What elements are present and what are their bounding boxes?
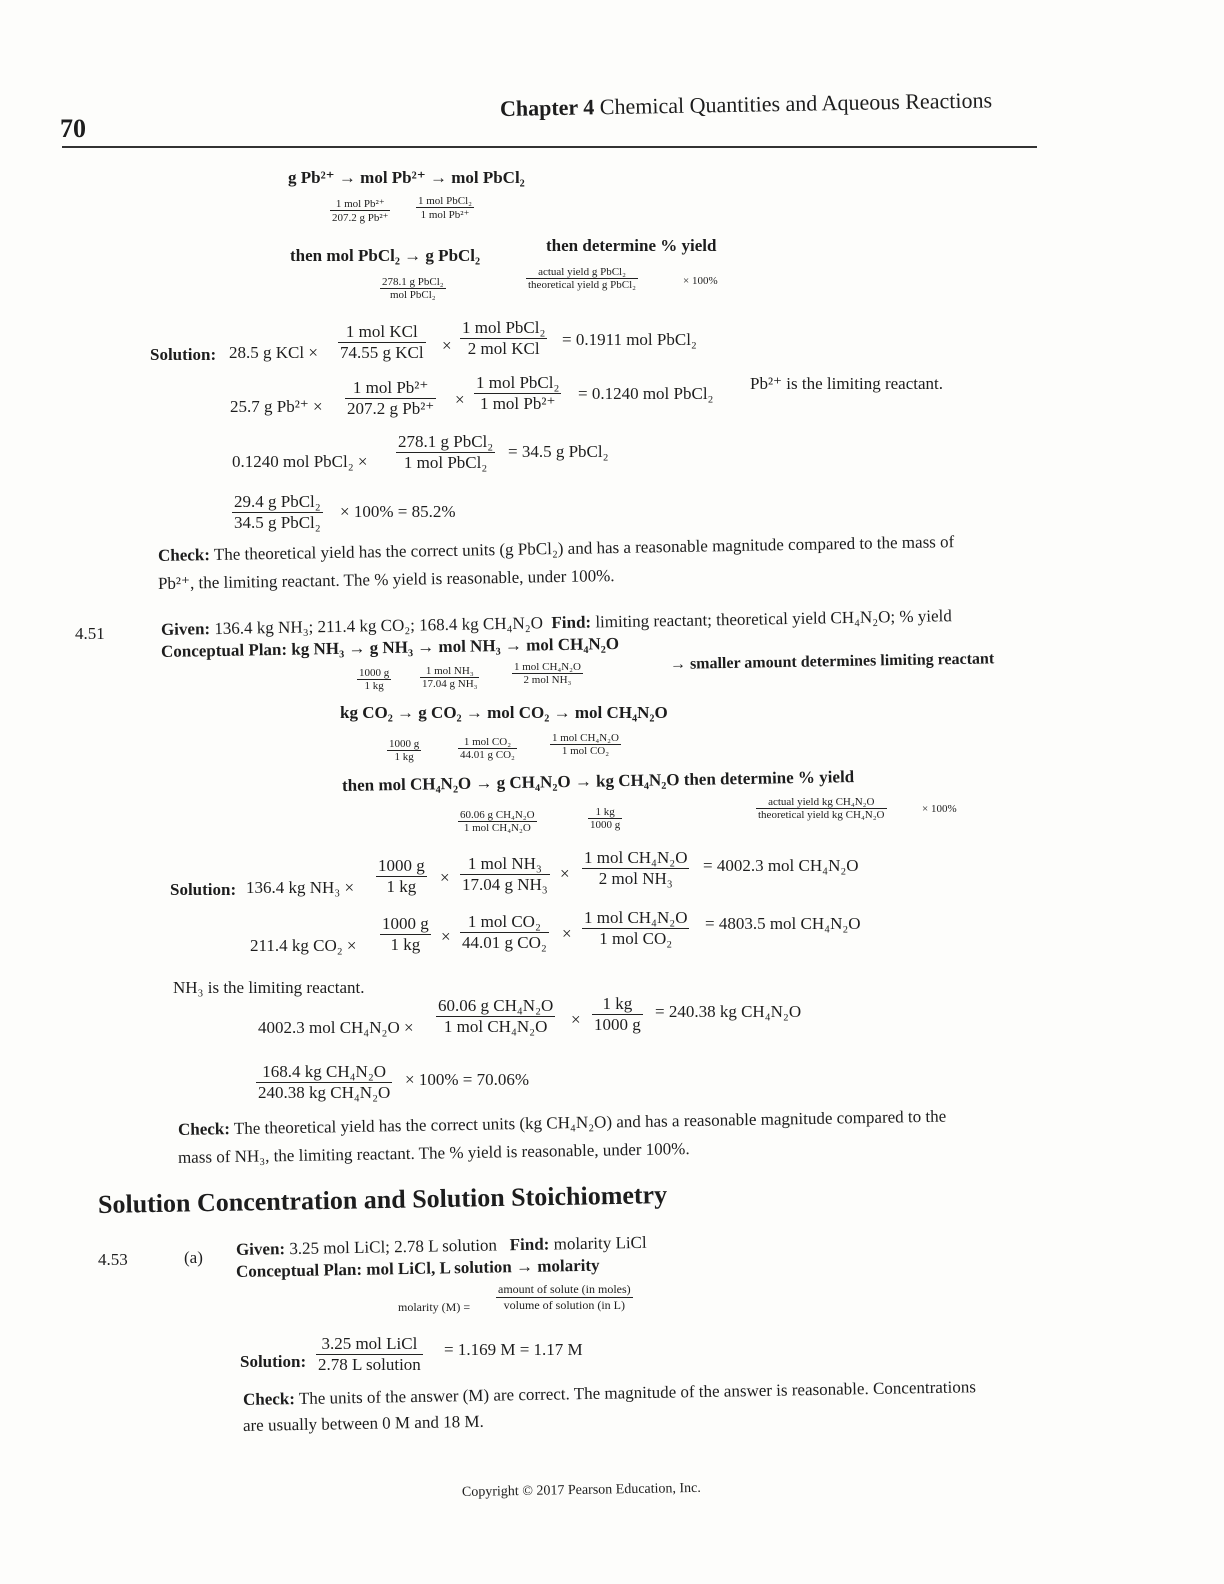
frac-den: theoretical yield g PbCl₂: [528, 279, 637, 291]
frac-den: 2 mol NH₃: [523, 674, 572, 686]
frac-num: amount of solute (in moles): [498, 1282, 631, 1296]
times: ×: [440, 868, 450, 887]
check-text: The theoretical yield has the correct units (g PbCl₂) and has a reasonable magnitude compared to the mass of: [213, 532, 955, 565]
s1-result: = 0.1911 mol PbCl₂: [562, 330, 697, 349]
solution-result: = 1.169 M = 1.17 M: [444, 1340, 583, 1359]
plan-line-b: then mol PbCl₂ → g PbCl₂: [290, 246, 481, 265]
percent-factor: × 100%: [683, 275, 718, 287]
frac-num: 1 mol PbCl₂: [462, 318, 546, 337]
s2-frac-c: [582, 908, 689, 949]
check-line-1: [158, 532, 955, 566]
frac-2: [416, 195, 474, 221]
plan3-frac-1: [458, 809, 537, 834]
molarity-frac: [496, 1282, 633, 1313]
smaller-note: → smaller amount determines limiting reactant: [669, 650, 995, 673]
plan-line: [236, 1256, 600, 1282]
plan1-frac-3: [512, 661, 583, 686]
times: ×: [442, 336, 452, 355]
frac-num: 278.1 g PbCl₂: [398, 432, 494, 451]
plan3-frac-2: [588, 806, 622, 831]
s1-lead: 136.4 kg NH₃ ×: [246, 878, 355, 897]
s1-frac-a: [376, 856, 427, 897]
s4-result: × 100% = 70.06%: [405, 1070, 529, 1089]
header-rule: [62, 146, 1037, 148]
frac-num: 1 mol Pb²⁺: [330, 197, 390, 211]
plan3-frac-3: [756, 796, 887, 821]
frac-num: 1 mol CH₄N₂O: [584, 908, 688, 927]
s1-frac-b: [460, 318, 547, 359]
chapter-label: Chapter 4: [499, 94, 595, 121]
frac-num: 29.4 g PbCl₂: [234, 492, 321, 511]
frac-den: theoretical yield kg CH₄N₂O: [758, 809, 885, 821]
solution-frac: [316, 1334, 423, 1375]
solution-label: Solution:: [150, 345, 217, 364]
s2-frac-b: [474, 373, 561, 414]
frac-den: 207.2 g Pb²⁺: [347, 399, 435, 418]
frac-den: 74.55 g KCl: [340, 343, 424, 362]
frac-num: 1 mol CH₄N₂O: [584, 848, 688, 867]
s1-frac-a: [338, 322, 426, 363]
times: ×: [441, 927, 451, 946]
check-line-1: [243, 1377, 976, 1410]
page-number: 70: [60, 114, 86, 143]
times: ×: [562, 924, 572, 943]
solution-label: Solution:: [240, 1352, 307, 1371]
plan-label: Conceptual Plan:: [235, 1259, 363, 1281]
frac-num: 1000 g: [382, 914, 429, 933]
given-label: Given:: [160, 619, 211, 639]
check-text: The units of the answer (M) are correct. The magnitude of the answer is reasonable. Concentrations: [298, 1377, 977, 1409]
copyright-footer: Copyright © 2017 Pearson Education, Inc.: [461, 1480, 701, 1500]
find-text: limiting reactant; theoretical yield CH₄N₂O; % yield: [595, 606, 952, 632]
s4-frac: [256, 1062, 392, 1103]
frac-num: 168.4 kg CH₄N₂O: [256, 1062, 392, 1083]
s3-frac-a: [436, 996, 555, 1037]
frac-num: 1000 g: [359, 667, 390, 679]
s3-frac: [396, 432, 495, 473]
frac-num: 1000 g: [389, 738, 420, 750]
check-label: Check:: [242, 1389, 296, 1409]
plan-label: Conceptual Plan:: [160, 639, 288, 661]
check-text: The theoretical yield has the correct units (kg CH₄N₂O) and has a reasonable magnitude compared to the: [233, 1106, 947, 1139]
frac-num: 1 mol PbCl₂: [418, 195, 472, 207]
plan-line-3: then mol CH₄N₂O → g CH₄N₂O → kg CH₄N₂O then determine % yield: [341, 767, 855, 795]
find-label: Find:: [509, 1234, 550, 1255]
frac-num: 1 kg: [588, 806, 622, 819]
chapter-header: [500, 87, 992, 122]
frac-den: volume of solution (in L): [503, 1298, 625, 1312]
plan-line-2: kg CO₂ → g CO₂ → mol CO₂ → mol CH₄N₂O: [340, 703, 668, 722]
check-line-1: [178, 1107, 947, 1140]
frac-3: [380, 276, 446, 301]
check-label: Check:: [177, 1119, 231, 1139]
s2-lead: 25.7 g Pb²⁺ ×: [230, 397, 323, 416]
frac-num: 1 mol PbCl₂: [476, 373, 560, 392]
problem-number: 4.53: [98, 1250, 128, 1269]
frac-den: mol PbCl₂: [389, 289, 436, 301]
frac-num: 1 mol CH₄N₂O: [514, 661, 581, 673]
plan-line-c: then determine % yield: [546, 236, 717, 255]
s3-frac-b: [592, 994, 643, 1035]
plan1-frac-2: [420, 665, 479, 690]
find-text: molarity LiCl: [553, 1232, 647, 1254]
frac-den: 2 mol NH₃: [598, 869, 673, 888]
frac-num: 1000 g: [378, 856, 425, 875]
frac-4: [526, 266, 638, 291]
check-line-2: are usually between 0 M and 18 M.: [242, 1411, 484, 1435]
frac-den: 1 mol CO₂: [561, 745, 610, 757]
check-line-2: mass of NH₃, the limiting reactant. The % yield is reasonable, under 100%.: [177, 1139, 690, 1167]
frac-den: 207.2 g Pb²⁺: [332, 212, 389, 224]
frac-den: 17.04 g NH₃: [462, 875, 548, 894]
s2-frac-b: [460, 912, 549, 953]
find-label: Find:: [551, 612, 592, 633]
frac-num: 1 mol NH₃: [460, 854, 550, 875]
molarity-lead: molarity (M) =: [398, 1300, 471, 1314]
frac-den: 34.5 g PbCl₂: [234, 513, 321, 532]
frac-num: 1 mol CO₂: [458, 736, 517, 749]
frac-den: 1 mol CO₂: [599, 929, 673, 948]
plan-text: kg NH₃ → g NH₃ → mol NH₃ → mol CH₄N₂O: [291, 634, 620, 659]
s1-frac-b: [460, 854, 550, 895]
solution-label: Solution:: [170, 880, 237, 899]
problem-part: (a): [184, 1248, 203, 1267]
frac-num: 1 mol CH₄N₂O: [552, 732, 619, 744]
times: ×: [571, 1010, 581, 1029]
s2-note: Pb²⁺ is the limiting reactant.: [750, 374, 944, 393]
s3-lead: 0.1240 mol PbCl₂ ×: [232, 452, 368, 471]
frac-den: 1000 g: [594, 1015, 641, 1034]
frac-den: 2 mol KCl: [467, 339, 540, 358]
frac-num: actual yield kg CH₄N₂O: [756, 796, 887, 809]
times: ×: [560, 864, 570, 883]
s2-result: = 0.1240 mol PbCl₂: [578, 384, 714, 403]
s4-frac: [232, 492, 323, 533]
frac-den: 44.01 g CO₂: [460, 749, 515, 761]
chapter-title: Chemical Quantities and Aqueous Reactions: [599, 87, 993, 120]
s2-result: = 4803.5 mol CH₄N₂O: [705, 914, 861, 933]
check-label: Check:: [157, 545, 211, 565]
frac-num: actual yield g PbCl₂: [526, 266, 638, 279]
plan1-frac-1: [357, 667, 391, 692]
frac-den: 1 kg: [364, 680, 384, 692]
frac-num: 1 mol CO₂: [460, 912, 549, 933]
s3-lead: 4002.3 mol CH₄N₂O ×: [258, 1018, 414, 1037]
given-text: 136.4 kg NH₃; 211.4 kg CO₂; 168.4 kg CH₄N₂O: [214, 613, 544, 639]
frac-den: 44.01 g CO₂: [462, 933, 547, 952]
given-text: 3.25 mol LiCl; 2.78 L solution: [289, 1235, 498, 1259]
problem-number: 4.51: [75, 624, 105, 643]
plan-line-a: g Pb²⁺ → mol Pb²⁺ → mol PbCl₂: [288, 168, 525, 187]
frac-den: 1 mol PbCl₂: [403, 453, 488, 472]
frac-1: [330, 197, 390, 224]
s1-lead: 28.5 g KCl ×: [229, 343, 318, 362]
frac-num: 1 mol NH₃: [420, 665, 479, 678]
check-line-2: Pb²⁺, the limiting reactant. The % yield is reasonable, under 100%.: [157, 566, 615, 593]
frac-den: 1 kg: [394, 751, 414, 763]
s4-result: × 100% = 85.2%: [340, 502, 456, 521]
s2-frac-a: [380, 914, 431, 955]
plan2-frac-2: [458, 736, 517, 761]
frac-den: 2.78 L solution: [318, 1355, 421, 1374]
frac-den: 1 mol Pb²⁺: [479, 394, 556, 413]
percent-factor: × 100%: [922, 803, 957, 815]
given-label: Given:: [235, 1239, 286, 1259]
s2-lead: 211.4 kg CO₂ ×: [250, 936, 357, 955]
frac-num: 60.06 g CH₄N₂O: [460, 809, 535, 821]
frac-den: 1000 g: [590, 819, 621, 831]
plan2-frac-1: [387, 738, 421, 763]
frac-den: 17.04 g NH₃: [422, 678, 478, 690]
plan2-frac-3: [550, 732, 621, 757]
section-heading: Solution Concentration and Solution Stoichiometry: [97, 1180, 668, 1219]
frac-den: 1 mol Pb²⁺: [420, 209, 470, 221]
frac-num: 1 kg: [592, 994, 643, 1015]
s3-result: = 34.5 g PbCl₂: [508, 442, 609, 461]
times: ×: [455, 390, 465, 409]
frac-num: 60.06 g CH₄N₂O: [438, 996, 554, 1015]
plan-text: mol LiCl, L solution → molarity: [366, 1255, 600, 1279]
s1-frac-c: [582, 848, 689, 889]
frac-num: 1 mol KCl: [338, 322, 426, 343]
frac-num: 278.1 g PbCl₂: [382, 276, 444, 288]
frac-den: 1 kg: [386, 877, 417, 896]
s1-result: = 4002.3 mol CH₄N₂O: [703, 856, 859, 875]
frac-den: 240.38 kg CH₄N₂O: [258, 1083, 391, 1102]
limiting-note: NH₃ is the limiting reactant.: [173, 978, 365, 997]
s2-frac-a: [345, 378, 436, 419]
frac-den: 1 kg: [390, 935, 421, 954]
frac-den: 1 mol CH₄N₂O: [443, 1017, 548, 1036]
frac-num: 3.25 mol LiCl: [316, 1334, 423, 1355]
frac-num: 1 mol Pb²⁺: [345, 378, 436, 399]
frac-den: 1 mol CH₄N₂O: [463, 822, 531, 834]
s3-result: = 240.38 kg CH₄N₂O: [655, 1002, 802, 1021]
